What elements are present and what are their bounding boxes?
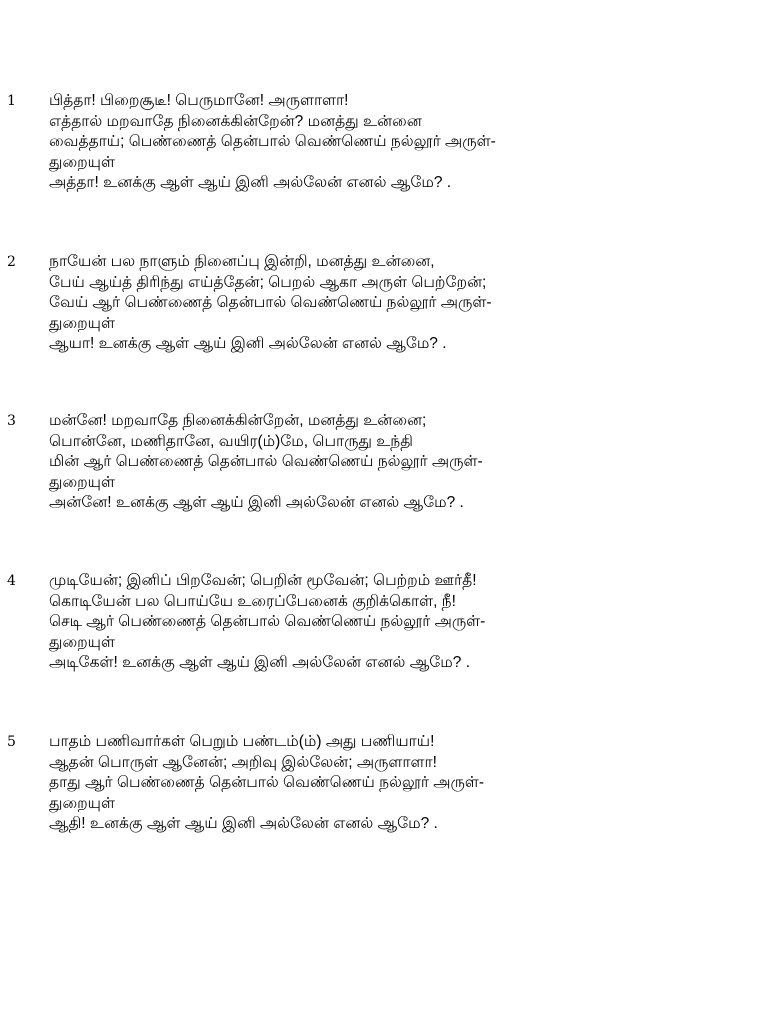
verse-line: ஆதி! உனக்கு ஆள் ஆய் இனி அல்லேன் எனல் ஆமே? .: [49, 815, 438, 832]
verse-line: பாதம் பணிவார்கள் பெறும் பண்டம்(ம்) அது பணியாய்!: [49, 733, 435, 750]
verse-line: துறையுள்: [49, 153, 115, 171]
verse-line: பேய் ஆய்த் திரிந்து எய்த்தேன்; பெறல் ஆகா அருள் பெற்றேன்;: [49, 273, 487, 291]
verse-line: துறையுள்: [49, 633, 115, 651]
verse-line: செடி ஆர் பெண்ணைத் தென்பால் வெண்ணெய் நல்லூர் அருள்-: [49, 613, 486, 630]
verse-line: எத்தால் மறவாதே நினைக்கின்றேன்? மனத்து உன்னை: [49, 112, 422, 130]
verse-line: மன்னே! மறவாதே நினைக்கின்றேன், மனத்து உன்னை;: [49, 412, 427, 429]
verse-number: 5: [7, 734, 16, 750]
verse-line: அன்னே! உனக்கு ஆள் ஆய் இனி அல்லேன் எனல் ஆமே? .: [49, 494, 464, 511]
verse-line: அத்தா! உனக்கு ஆள் ஆய் இனி அல்லேன் எனல் ஆமே? .: [49, 174, 452, 191]
verse-text: [49, 252, 609, 355]
verse-line: வேய் ஆர் பெண்ணைத் தென்பால் வெண்ணெய் நல்லூர் அருள்-: [49, 294, 492, 311]
verse-text: [49, 91, 609, 194]
verse-number: 2: [7, 254, 16, 270]
verse-line: அடிகேள்! உனக்கு ஆள் ஆய் இனி அல்லேன் எனல் ஆமே? .: [49, 654, 471, 671]
verse-number: 3: [7, 413, 16, 429]
verse-line: பொன்னே, மணிதானே, வயிர(ம்)மே, பொருது உந்தி: [49, 432, 413, 450]
verse-number: 1: [7, 93, 16, 109]
verse-line: நாயேன் பல நாளும் நினைப்பு இன்றி, மனத்து உன்னை,: [49, 253, 435, 270]
verse-line: மின் ஆர் பெண்ணைத் தென்பால் வெண்ணெய் நல்லூர் அருள்-: [49, 453, 483, 470]
verse-line: துறையுள்: [49, 314, 115, 332]
verse-line: வைத்தாய்; பெண்ணைத் தென்பால் வெண்ணெய் நல்லூர் அருள்-: [49, 133, 496, 150]
verse-text: [49, 732, 609, 835]
verse-text: [49, 411, 609, 514]
verse-line: கொடியேன் பல பொய்யே உரைப்பேனைக் குறிக்கொள், நீ!: [49, 592, 456, 610]
verse-number: 4: [7, 573, 16, 589]
verse-line: துறையுள்: [49, 794, 115, 812]
verse-line: பித்தா! பிறைசூடீ! பெருமானே! அருளாளா!: [49, 92, 349, 109]
verse-line: ஆதன் பொருள் ஆனேன்; அறிவு இல்லேன்; அருளாளா!: [49, 753, 437, 771]
verse-line: முடியேன்; இனிப் பிறவேன்; பெறின் மூவேன்; பெற்றம் ஊர்தீ!: [49, 572, 477, 589]
verse-text: [49, 571, 609, 674]
verse-line: தாது ஆர் பெண்ணைத் தென்பால் வெண்ணெய் நல்லூர் அருள்-: [49, 774, 484, 791]
verse-line: ஆயா! உனக்கு ஆள் ஆய் இனி அல்லேன் எனல் ஆமே? .: [49, 335, 447, 352]
verse-line: துறையுள்: [49, 473, 115, 491]
